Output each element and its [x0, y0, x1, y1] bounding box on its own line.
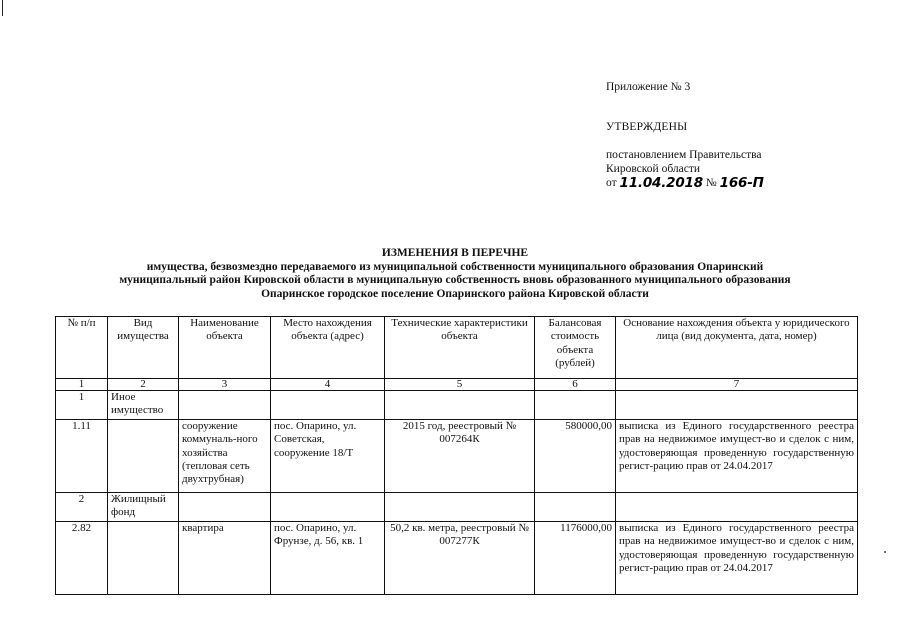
- header-num: № п/п: [56, 317, 108, 379]
- approved-heading: УТВЕРЖДЕНЫ: [606, 121, 688, 133]
- column-number: 7: [616, 379, 858, 391]
- row-basis: выписка из Единого государственного реестра прав на недвижимое имущест-во и сделок с ним, удостоверяющая проведенную государственную регист-рацию прав от 24.04.2017: [616, 522, 858, 595]
- column-number: 2: [108, 379, 179, 391]
- table-header-row: [56, 317, 858, 379]
- row-type: Жилищный фонд: [108, 493, 179, 522]
- row-address: [271, 493, 385, 522]
- row-name: [179, 493, 271, 522]
- row-address: [271, 391, 385, 420]
- column-number: 6: [535, 379, 616, 391]
- header-tech: Технические характеристики объекта: [385, 317, 535, 379]
- table-row: [56, 420, 858, 493]
- scan-speck: [884, 551, 886, 553]
- header-name: Наименование объекта: [179, 317, 271, 379]
- title-line-4: Опаринское городское поселение Опаринского района Кировской области: [261, 287, 649, 300]
- row-name: [179, 391, 271, 420]
- row-num: 2.82: [56, 522, 108, 595]
- row-tech: [385, 391, 535, 420]
- row-value: 580000,00: [535, 420, 616, 493]
- appendix-label: Приложение № 3: [606, 81, 691, 93]
- row-address: пос. Опарино, ул. Фрунзе, д. 56, кв. 1: [271, 522, 385, 595]
- property-table: [55, 316, 858, 595]
- header-basis: Основание нахождения объекта у юридического лица (вид документа, дата, номер): [616, 317, 858, 379]
- title-line-1: ИЗМЕНЕНИЯ В ПЕРЕЧНЕ: [381, 247, 529, 259]
- row-tech: [385, 493, 535, 522]
- row-basis: выписка из Единого государственного реестра прав на недвижимое имущест-во и сделок с ним, удостоверяющая проведенную государственную регист-рацию прав от 24.04.2017: [616, 420, 858, 493]
- header-address: Место нахождения объекта (адрес): [271, 317, 385, 379]
- row-type: [108, 522, 179, 595]
- table-row: [56, 391, 858, 420]
- row-name: сооружение коммуналь-ного хозяйства (тепловая сеть двухтрубная): [179, 420, 271, 493]
- number-label: №: [705, 177, 717, 189]
- handwritten-number: 166-П: [719, 175, 764, 191]
- decree-line-2: Кировской области: [606, 163, 701, 175]
- row-num: 2: [56, 493, 108, 522]
- header-value: Балансовая стоимость объекта (рублей): [535, 317, 616, 379]
- approval-block: [606, 80, 896, 190]
- table-row: [56, 522, 858, 595]
- row-tech: 2015 год, реестровый № 007264К: [385, 420, 535, 493]
- row-type: Иное имущество: [108, 391, 179, 420]
- row-num: 1.11: [56, 420, 108, 493]
- column-number: 4: [271, 379, 385, 391]
- row-value: 1176000,00: [535, 522, 616, 595]
- row-name: квартира: [179, 522, 271, 595]
- from-label: от: [606, 177, 617, 189]
- row-basis: [616, 493, 858, 522]
- scan-edge-mark: [2, 0, 3, 16]
- document-title: [40, 247, 870, 301]
- decree-date-line: [606, 176, 896, 190]
- row-num: 1: [56, 391, 108, 420]
- column-number: 5: [385, 379, 535, 391]
- row-value: [535, 391, 616, 420]
- decree-line-1: постановлением Правительства: [606, 149, 762, 161]
- row-type: [108, 420, 179, 493]
- row-address: пос. Опарино, ул. Советская, сооружение 18/Т: [271, 420, 385, 493]
- row-tech: 50,2 кв. метра, реестровый № 007277К: [385, 522, 535, 595]
- title-line-3: муниципальный район Кировской области в муниципальную собственность вновь образованного муниципального образования: [119, 274, 791, 286]
- column-number-row: [56, 379, 858, 391]
- row-value: [535, 493, 616, 522]
- row-basis: [616, 391, 858, 420]
- table-row: [56, 493, 858, 522]
- header-type: Вид имущества: [108, 317, 179, 379]
- column-number: 3: [179, 379, 271, 391]
- column-number: 1: [56, 379, 108, 391]
- handwritten-date: 11.04.2018: [619, 175, 703, 191]
- title-line-2: имущества, безвозмездно передаваемого из муниципальной собственности муниципального образования Опаринский: [146, 260, 764, 273]
